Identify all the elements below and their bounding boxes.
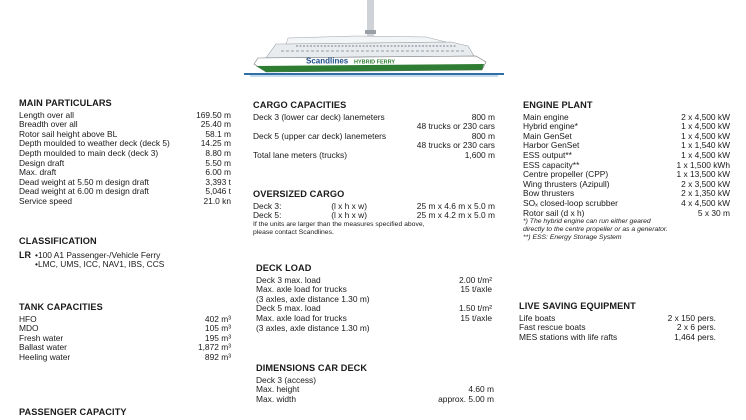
main-particulars-value: 8.80 m [205, 147, 231, 158]
deck-load-label: (3 axles, axle distance 1.30 m) [256, 293, 370, 304]
main-particulars-label: Dead weight at 5.50 m design draft [19, 176, 149, 187]
main-particulars-label: Breadth over all [19, 119, 78, 130]
oversized-label: Deck 5: [253, 210, 282, 221]
main-particulars-title: MAIN PARTICULARS [19, 98, 112, 108]
classification [19, 237, 231, 270]
dimensions-car-deck [256, 364, 494, 404]
engine-value: 2 x 4,500 kW [681, 111, 730, 122]
engine-label: SOₓ closed-loop scrubber [523, 197, 618, 208]
oversized-note: If the units are larger than the measures specified above, [253, 220, 425, 228]
main-particulars-row [19, 197, 231, 207]
engine-label: ESS output** [523, 149, 572, 160]
lifesaving-value: 2 x 6 pers. [676, 322, 716, 333]
main-particulars-label: Rotor sail height above BL [19, 128, 118, 139]
engine-label: Hybrid engine* [523, 121, 578, 132]
tank-label: Fresh water [19, 332, 64, 343]
engine-note: *) The hybrid engine can run either geared [523, 218, 651, 226]
oversized-value: 25 m x 4.6 m x 5.0 m [416, 200, 495, 211]
cargo-label: Deck 5 (upper car deck) lanemeters [253, 130, 387, 141]
lifesaving-label: Fast rescue boats [519, 322, 586, 333]
engine-label: Wing thrusters (Azipull) [523, 178, 610, 189]
main-particulars-label: Service speed [19, 195, 73, 206]
oversized-cargo [253, 190, 495, 237]
engine-plant [523, 101, 730, 242]
engine-value: 1 x 1,540 kW [681, 140, 730, 151]
deck-load-label: Deck 3 max. load [256, 274, 321, 285]
cargo-value: 800 m [471, 130, 495, 141]
dimension-label: Max. height [256, 384, 300, 395]
cargo-label: Deck 3 (lower car deck) lanemeters [253, 111, 385, 122]
classification-title: CLASSIFICATION [19, 236, 97, 246]
cargo-capacities [253, 101, 495, 161]
ferry-illustration [236, 0, 512, 82]
tank-value: 892 m³ [204, 351, 231, 362]
lifesaving-label: Life boats [519, 312, 556, 323]
main-particulars-value: 25.40 m [200, 119, 231, 130]
class-line: • 100 A1 Passenger-/Vehicle Ferry [35, 251, 164, 261]
tank-row [19, 353, 231, 363]
main-particulars-value: 58.1 m [205, 128, 231, 139]
engine-label: Rotor sail (d x h) [523, 207, 585, 218]
oversized-note: please contact Scandlines. [253, 228, 334, 236]
tank-value: 105 m³ [204, 323, 231, 334]
dimension-value: approx. 5.00 m [438, 393, 494, 404]
cargo-row [253, 151, 495, 161]
engine-value: 2 x 3,500 kW [681, 178, 730, 189]
dimension-label: Max. width [256, 393, 297, 404]
main-particulars-label: Length over all [19, 109, 74, 120]
engine-value: 1 x 4,500 kW [681, 130, 730, 141]
cargo-value: 800 m [471, 111, 495, 122]
brand-text: Scandlines [306, 56, 349, 66]
dimension-row [256, 395, 494, 405]
main-particulars-label: Design draft [19, 157, 65, 168]
engine-value: 1 x 4,500 kW [681, 149, 730, 160]
main-particulars-value: 169.50 m [196, 109, 231, 120]
class-line: • LMC, UMS, ICC, NAV1, IBS, CCS [35, 260, 164, 270]
passenger-capacity [19, 408, 231, 420]
engine-value: 2 x 1,350 kW [681, 188, 730, 199]
main-particulars [19, 99, 231, 207]
main-particulars-value: 14.25 m [200, 138, 231, 149]
deck-load-label: (3 axles, axle distance 1.30 m) [256, 322, 370, 333]
oversized-value: (l x h x w) [331, 200, 368, 211]
engine-note: **) ESS: Energy Storage System [523, 234, 622, 242]
lifesaving-value: 2 x 150 pers. [667, 312, 716, 323]
deck-load-row [256, 324, 494, 334]
deck-load-label: Max. axle load for trucks [256, 284, 347, 295]
tank-row [19, 315, 231, 325]
deck-load [256, 264, 494, 333]
dimension-label: Deck 3 (access) [256, 374, 317, 385]
engine-value: 1 x 4,500 kW [681, 121, 730, 132]
tank-value: 402 m³ [204, 313, 231, 324]
tank-label: Heeling water [19, 351, 71, 362]
engine-label: ESS capacity** [523, 159, 580, 170]
main-particulars-value: 5,046 t [205, 186, 231, 197]
oversized-value: 25 m x 4.2 m x 5.0 m [416, 210, 495, 221]
hybrid-ferry-label: HYBRID FERRY [354, 59, 396, 66]
engine-note: directly to the centre propeller or as a generator. [523, 226, 668, 234]
engine-label: Harbor GenSet [523, 140, 580, 151]
tank-label: HFO [19, 313, 37, 324]
deck-load-value: 1.50 t/m² [458, 303, 492, 314]
engine-value: 1 x 13,500 kW [676, 169, 730, 180]
life-saving-equipment [519, 302, 716, 342]
lifesaving-label: MES stations with life rafts [519, 331, 618, 342]
deck-load-label: Max. axle load for trucks [256, 312, 347, 323]
main-particulars-label: Depth moulded to main deck (deck 3) [19, 147, 159, 158]
cargo-label: Total lane meters (trucks) [253, 149, 348, 160]
main-particulars-value: 6.00 m [205, 167, 231, 178]
deck-load-value: 2.00 t/m² [458, 274, 492, 285]
engine-value: 1 x 1,500 kWh [676, 159, 730, 170]
cargo-value: 48 trucks or 230 cars [416, 140, 495, 151]
engine-label: Centre propeller (CPP) [523, 169, 609, 180]
deck-load-value: 15 t/axle [460, 284, 492, 295]
cargo-title: CARGO CAPACITIES [253, 100, 347, 110]
tank-label: MDO [19, 323, 39, 334]
deck-load-title: DECK LOAD [256, 263, 312, 273]
dimension-value: 4.60 m [468, 384, 494, 395]
main-particulars-value: 5.50 m [205, 157, 231, 168]
main-particulars-label: Max. draft [19, 167, 57, 178]
dimensions-title: DIMENSIONS CAR DECK [256, 363, 368, 373]
lifesaving-value: 1,464 pers. [674, 331, 716, 342]
engine-value: 4 x 4,500 kW [681, 197, 730, 208]
engine-label: Main GenSet [523, 130, 572, 141]
oversized-label: Deck 3: [253, 200, 282, 211]
cargo-value: 1,600 m [464, 149, 495, 160]
lifesaving-row [519, 333, 716, 343]
passenger-title: PASSENGER CAPACITY [19, 407, 127, 417]
oversized-row [253, 211, 495, 221]
engine-label: Bow thrusters [523, 188, 575, 199]
tank-value: 195 m³ [204, 332, 231, 343]
main-particulars-label: Dead weight at 6.00 m design draft [19, 186, 149, 197]
main-particulars-label: Depth moulded to weather deck (deck 5) [19, 138, 170, 149]
tank-capacities [19, 303, 231, 363]
oversized-title: OVERSIZED CARGO [253, 189, 345, 199]
engine-row [523, 209, 730, 219]
tank-title: TANK CAPACITIES [19, 302, 103, 312]
deck-load-label: Deck 5 max. load [256, 303, 321, 314]
lifesaving-title: LIVE SAVING EQUIPMENT [519, 301, 636, 311]
main-particulars-value: 21.0 kn [203, 195, 231, 206]
cargo-value: 48 trucks or 230 cars [416, 121, 495, 132]
class-society: LR [19, 249, 31, 260]
deck-load-value: 15 t/axle [460, 312, 492, 323]
oversized-value: (l x h x w) [331, 210, 368, 221]
tank-label: Ballast water [19, 342, 67, 353]
engine-value: 5 x 30 m [697, 207, 730, 218]
engine-label: Main engine [523, 111, 569, 122]
main-particulars-value: 3,393 t [205, 176, 231, 187]
engine-title: ENGINE PLANT [523, 100, 593, 110]
tank-value: 1,872 m³ [197, 342, 231, 353]
